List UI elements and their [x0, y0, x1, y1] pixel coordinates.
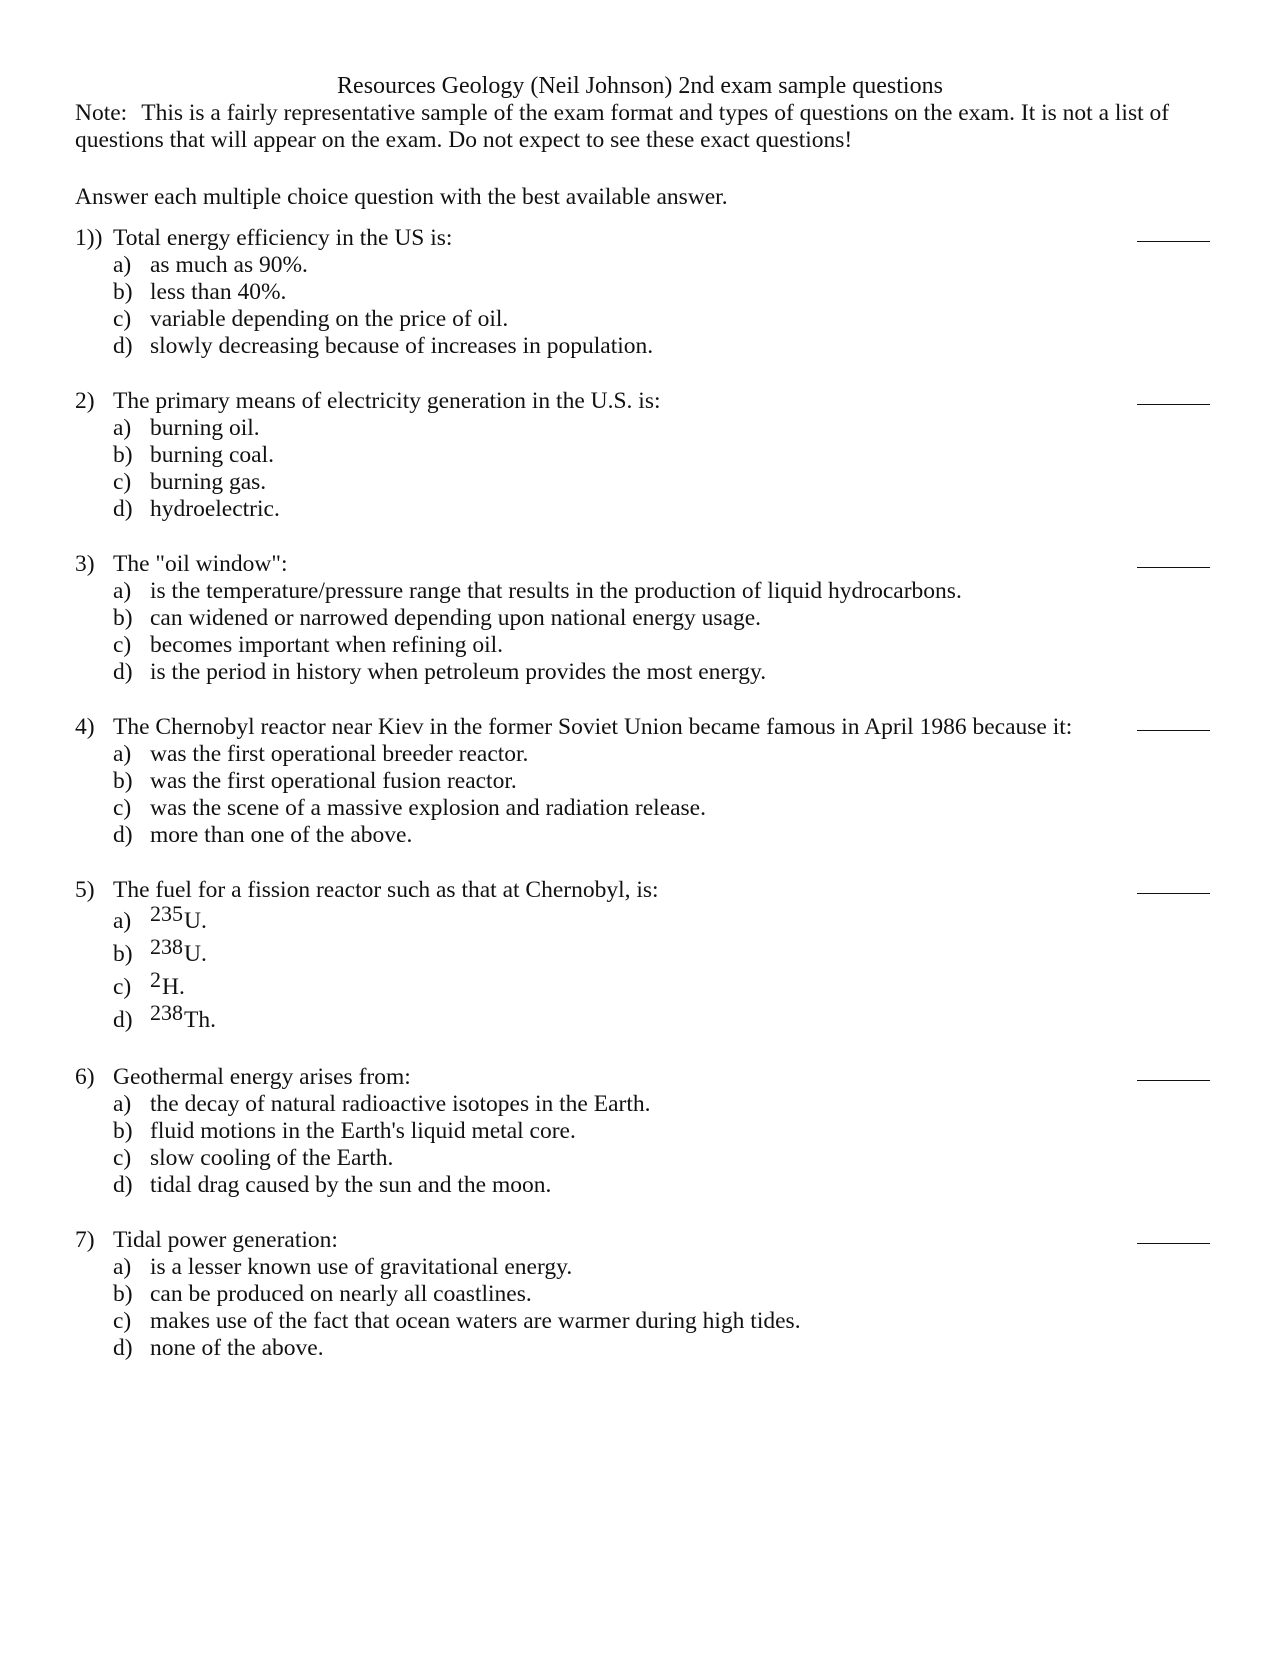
options-list	[75, 741, 1210, 849]
question-number: 5)	[75, 877, 95, 903]
question-number: 1))	[75, 225, 103, 251]
question-text: Total energy efficiency in the US is:	[113, 225, 453, 251]
option-c	[75, 1145, 1210, 1172]
question-number: 6)	[75, 1064, 95, 1090]
option-text: none of the above.	[150, 1335, 324, 1361]
answer-blank[interactable]	[1137, 551, 1210, 568]
isotope-symbol: U.	[184, 941, 207, 967]
option-b	[75, 279, 1210, 306]
option-b	[75, 605, 1210, 632]
option-a	[75, 901, 1210, 937]
question-stem	[75, 1064, 1210, 1091]
question-text: Geothermal energy arises from:	[113, 1064, 411, 1090]
question-stem	[75, 551, 1210, 578]
option-letter: c)	[113, 306, 132, 332]
option-letter: a)	[113, 908, 132, 934]
option-c	[75, 1308, 1210, 1335]
option-text: variable depending on the price of oil.	[150, 306, 509, 332]
option-letter: a)	[113, 415, 132, 441]
options-list	[75, 901, 1210, 1036]
option-letter: c)	[113, 974, 132, 1000]
isotope-symbol: U.	[184, 908, 207, 934]
option-text: slowly decreasing because of increases in population.	[150, 333, 654, 359]
question-number: 2)	[75, 388, 95, 414]
option-letter: d)	[113, 1335, 133, 1361]
option-text: hydroelectric.	[150, 496, 280, 522]
option-letter: d)	[113, 1172, 133, 1198]
option-d	[75, 496, 1210, 523]
option-letter: b)	[113, 279, 133, 305]
option-a	[75, 1254, 1210, 1281]
note-paragraph	[75, 100, 1205, 154]
option-c	[75, 967, 1210, 1003]
option-b	[75, 1281, 1210, 1308]
option-letter: b)	[113, 442, 133, 468]
option-letter: c)	[113, 1308, 132, 1334]
option-d	[75, 1172, 1210, 1199]
option-letter: c)	[113, 795, 132, 821]
option-letter: d)	[113, 659, 133, 685]
option-letter: c)	[113, 1145, 132, 1171]
answer-blank[interactable]	[1137, 877, 1210, 894]
answer-blank[interactable]	[1137, 1064, 1210, 1081]
option-letter: b)	[113, 1281, 133, 1307]
question-stem	[75, 877, 1210, 904]
option-c	[75, 632, 1210, 659]
question-5	[75, 877, 1210, 1036]
option-text: the decay of natural radioactive isotopes in the Earth.	[150, 1091, 651, 1117]
option-text: was the first operational fusion reactor.	[150, 768, 517, 794]
option-d	[75, 822, 1210, 849]
isotope-mass-number: 238	[150, 1000, 183, 1025]
option-letter: d)	[113, 822, 133, 848]
option-d	[75, 1000, 1210, 1036]
question-number: 4)	[75, 714, 95, 740]
option-text: is the temperature/pressure range that results in the production of liquid hydrocarbons.	[150, 578, 962, 604]
option-a	[75, 415, 1210, 442]
option-b	[75, 768, 1210, 795]
option-b	[75, 1118, 1210, 1145]
option-text: slow cooling of the Earth.	[150, 1145, 394, 1171]
option-text: is a lesser known use of gravitational energy.	[150, 1254, 573, 1280]
answer-blank[interactable]	[1137, 1227, 1210, 1244]
question-number: 7)	[75, 1227, 95, 1253]
question-stem	[75, 225, 1210, 252]
question-3	[75, 551, 1210, 686]
option-letter: d)	[113, 333, 133, 359]
options-list	[75, 578, 1210, 686]
option-a	[75, 578, 1210, 605]
option-d	[75, 1335, 1210, 1362]
question-4	[75, 714, 1210, 849]
option-letter: a)	[113, 1091, 132, 1117]
option-text: can widened or narrowed depending upon national energy usage.	[150, 605, 762, 631]
option-letter: b)	[113, 1118, 133, 1144]
option-d	[75, 659, 1210, 686]
option-text: tidal drag caused by the sun and the moon.	[150, 1172, 552, 1198]
question-stem	[75, 714, 1210, 741]
option-b	[75, 442, 1210, 469]
option-text: was the first operational breeder reactor.	[150, 741, 529, 767]
option-text: burning oil.	[150, 415, 260, 441]
option-b	[75, 934, 1210, 970]
isotope-symbol: Th.	[184, 1007, 216, 1033]
options-list	[75, 1254, 1210, 1362]
question-text: The fuel for a fission reactor such as that at Chernobyl, is:	[113, 877, 659, 903]
isotope-mass-number: 235	[150, 901, 183, 926]
question-text: Tidal power generation:	[113, 1227, 338, 1253]
option-c	[75, 469, 1210, 496]
option-letter: d)	[113, 496, 133, 522]
page-title: Resources Geology (Neil Johnson) 2nd exam sample questions	[337, 73, 943, 99]
option-letter: c)	[113, 632, 132, 658]
question-6	[75, 1064, 1210, 1199]
question-number: 3)	[75, 551, 95, 577]
answer-blank[interactable]	[1137, 225, 1210, 242]
answer-blank[interactable]	[1137, 388, 1210, 405]
option-letter: a)	[113, 1254, 132, 1280]
option-text: burning gas.	[150, 469, 267, 495]
question-stem	[75, 1227, 1210, 1254]
instructions-text: Answer each multiple choice question with the best available answer.	[75, 184, 728, 210]
option-a	[75, 252, 1210, 279]
option-text: is the period in history when petroleum provides the most energy.	[150, 659, 767, 685]
option-letter: a)	[113, 741, 132, 767]
option-text: less than 40%.	[150, 279, 287, 305]
question-7	[75, 1227, 1210, 1362]
option-letter: d)	[113, 1007, 133, 1033]
option-letter: a)	[113, 578, 132, 604]
option-text: makes use of the fact that ocean waters are warmer during high tides.	[150, 1308, 801, 1334]
isotope-symbol: H.	[162, 974, 185, 1000]
question-text: The "oil window":	[113, 551, 288, 577]
question-stem	[75, 388, 1210, 415]
option-letter: c)	[113, 469, 132, 495]
option-a	[75, 1091, 1210, 1118]
isotope-mass-number: 2	[150, 967, 161, 992]
isotope-mass-number: 238	[150, 934, 183, 959]
option-text: more than one of the above.	[150, 822, 413, 848]
answer-blank[interactable]	[1137, 714, 1210, 731]
option-d	[75, 333, 1210, 360]
note-text: This is a fairly representative sample of the exam format and types of questions on the exam. It is not a list of questions that will appear on the exam. Do not expect to see these exact questions!	[75, 100, 1170, 153]
question-2	[75, 388, 1210, 523]
option-text: becomes important when refining oil.	[150, 632, 504, 658]
option-text: can be produced on nearly all coastlines.	[150, 1281, 532, 1307]
question-text: The primary means of electricity generation in the U.S. is:	[113, 388, 661, 414]
option-c	[75, 306, 1210, 333]
question-1	[75, 225, 1210, 360]
options-list	[75, 1091, 1210, 1199]
option-letter: a)	[113, 252, 132, 278]
note-label: Note:	[75, 100, 128, 126]
option-c	[75, 795, 1210, 822]
option-text: as much as 90%.	[150, 252, 308, 278]
option-letter: b)	[113, 768, 133, 794]
option-text: burning coal.	[150, 442, 274, 468]
options-list	[75, 415, 1210, 523]
question-text: The Chernobyl reactor near Kiev in the former Soviet Union became famous in April 1986 because it:	[113, 714, 1073, 740]
option-letter: b)	[113, 941, 133, 967]
options-list	[75, 252, 1210, 360]
option-a	[75, 741, 1210, 768]
option-text: fluid motions in the Earth's liquid metal core.	[150, 1118, 576, 1144]
option-text: was the scene of a massive explosion and radiation release.	[150, 795, 706, 821]
option-letter: b)	[113, 605, 133, 631]
